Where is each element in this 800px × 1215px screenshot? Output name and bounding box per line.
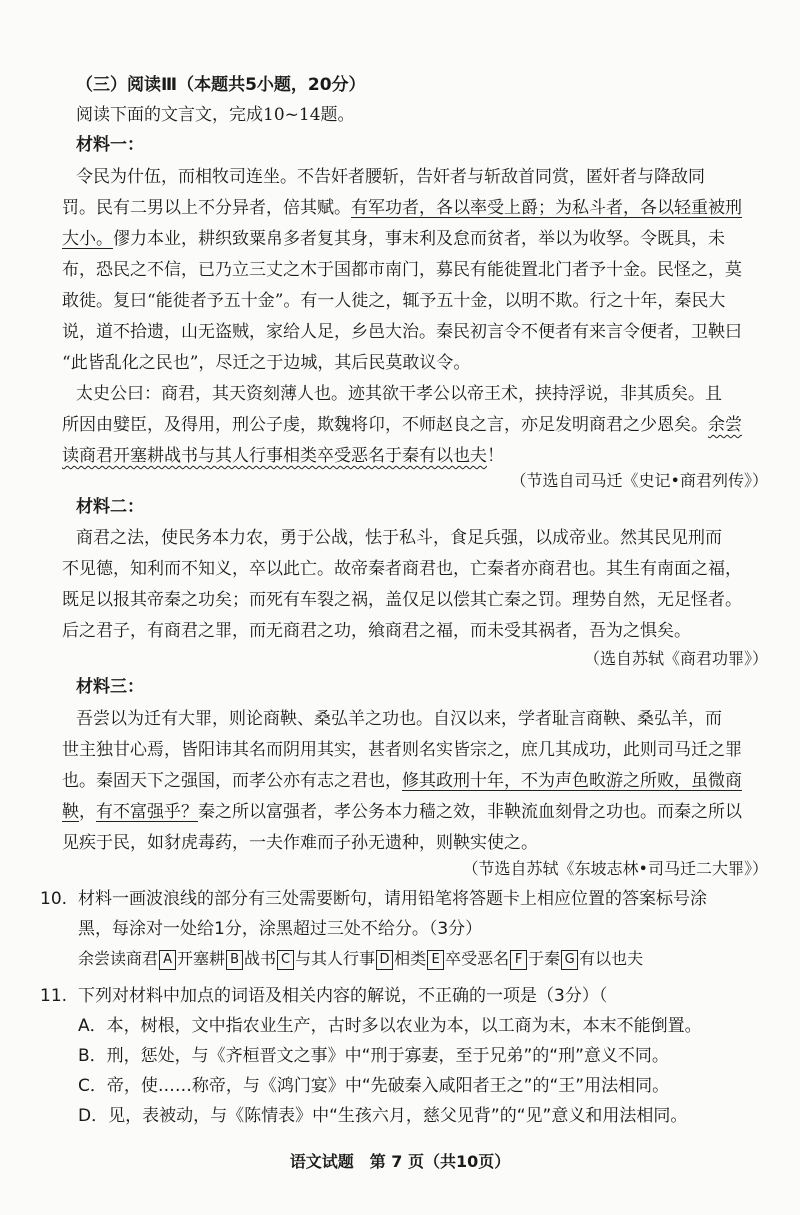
q10-seg-5: 相类 <box>394 949 427 968</box>
material-1-label: 材料一： <box>76 135 144 155</box>
m1-line-3-text: 僇力本业，耕织致粟帛多者复其身，事末利及怠而贫者，举以为收孥。令既具，未 <box>113 229 725 249</box>
m1-line-10-end: ！ <box>487 446 504 466</box>
m3-line-5: 见疾于民，如豺虎毒药，一夫作难而子孙无遗种，则鞅实使之。 <box>62 833 538 853</box>
m3-line-4 <box>62 801 742 823</box>
m1-line-6: 说，道不拾遗，山无盗贼，家给人足，乡邑大治。秦民初言令不便者有来言令便者，卫鞅曰 <box>62 322 742 342</box>
q10-answer-options <box>78 948 643 970</box>
answer-box-g[interactable]: G <box>561 950 578 970</box>
q10-seg-3: 战书 <box>244 949 277 968</box>
m1-line-2 <box>62 197 742 219</box>
q10-seg-2: 开塞耕 <box>177 949 226 968</box>
q11-option-c[interactable]: C．帝，使……称帝，与《鸿门宴》中“先破秦入咸阳者王之”的“王”用法相同。 <box>78 1076 670 1096</box>
m1-line-9-text: 所因由嬖臣，及得用，刑公子虔，欺魏将卬，不师赵良之言，亦足发明商君之少恩矣。 <box>62 415 708 435</box>
q10-seg-7: 于秦 <box>528 949 561 968</box>
answer-box-f[interactable]: F <box>510 950 527 970</box>
q10-seg-1: 余尝读商君 <box>78 949 159 968</box>
m1-line-9 <box>62 414 742 436</box>
q11-option-d[interactable]: D．见，表被动，与《陈情表》中“生孩六月，慈父见背”的“见”意义和用法相同。 <box>78 1106 688 1126</box>
m3-comma: ， <box>79 802 96 822</box>
m3-line-1: 吾尝以为迁有大罪，则论商鞅、桑弘羊之功也。自汉以来，学者耻言商鞅、桑弘羊，而 <box>76 709 722 729</box>
m1-underlined-2: 大小。 <box>62 229 113 249</box>
q11-option-b[interactable]: B．刑，惩处，与《齐桓晋文之事》中“刑于寡妻，至于兄弟”的“刑”意义不同。 <box>78 1046 669 1066</box>
m1-wavy-2: 读商君开塞耕战书与其人行事相类卒受恶名于秦有以也夫 <box>62 446 487 466</box>
m1-line-2-text: 罚。民有二男以上不分异者，倍其赋。 <box>62 198 351 218</box>
m1-line-8: 太史公曰：商君，其天资刻薄人也。迹其欲干孝公以帝王术，挟持浮说，非其质矣。且 <box>76 384 722 404</box>
m2-line-2: 不见德，知利而不知义，卒以此亡。故帝秦者商君也，亡秦者亦商君也。其生有南面之福， <box>62 559 742 579</box>
page-footer: 语文试题 第 7 页（共10页） <box>289 1152 511 1171</box>
m3-line-3-text: 也。秦固天下之强国，而孝公亦有志之君也， <box>62 771 402 791</box>
material-3-label: 材料三： <box>76 677 144 697</box>
m2-source: （选自苏轼《商君功罪》） <box>583 649 768 668</box>
m1-source: （节选自司马迁《史记•商君列传》） <box>510 471 768 490</box>
m3-underlined-3: 有不富强乎？ <box>96 802 198 822</box>
answer-box-d[interactable]: D <box>376 950 393 970</box>
m1-line-3 <box>62 228 725 250</box>
answer-box-a[interactable]: A <box>159 950 176 970</box>
q10-text-1: 材料一画波浪线的部分有三处需要断句，请用铅笔将答题卡上相应位置的答案标号涂 <box>78 889 707 909</box>
q11-number: 11. <box>40 986 68 1006</box>
q10-text-2: 黑，每涂对一处给1分，涂黑超过三处不给分。（3分） <box>78 919 483 939</box>
m2-line-4: 后之君子，有商君之罪，而无商君之功，飨商君之福，而未受其祸者，吾为之惧矣。 <box>62 621 691 641</box>
q11-option-a[interactable]: A．本，树根，文中指农业生产，古时多以农业为本，以工商为末，本末不能倒置。 <box>78 1016 702 1036</box>
m1-line-4: 布，恐民之不信，已乃立三丈之木于国都市南门，募民有能徙置北门者予十金。民怪之，莫 <box>62 260 742 280</box>
q10-seg-4: 与其人行事 <box>295 949 376 968</box>
answer-box-b[interactable]: B <box>226 950 243 970</box>
m3-underlined-2: 鞅 <box>62 802 79 822</box>
material-2-label: 材料二： <box>76 497 144 517</box>
m1-line-1: 令民为什伍，而相牧司连坐。不告奸者腰斩，告奸者与斩敌首同赏，匿奸者与降敌同 <box>76 167 705 187</box>
q10-seg-6: 卒受恶名 <box>445 949 510 968</box>
q11-stem: 下列对材料中加点的词语及相关内容的解说，不正确的一项是（3分）（ <box>78 986 608 1006</box>
q10-number: 10. <box>40 889 68 909</box>
m1-wavy-1: 余尝 <box>708 415 742 435</box>
answer-box-c[interactable]: C <box>277 950 294 970</box>
m1-line-7: “此皆乱化之民也”，尽迁之于边城，其后民莫敢议令。 <box>62 353 471 373</box>
m1-underlined-1: 有军功者，各以率受上爵；为私斗者，各以轻重被刑 <box>351 198 742 218</box>
section-title: （三）阅读Ⅲ（本题共5小题，20分） <box>76 75 366 95</box>
m3-source: （节选自苏轼《东坡志林•司马迁二大罪》） <box>462 859 768 878</box>
instruction: 阅读下面的文言文，完成10~14题。 <box>76 105 355 125</box>
m1-line-10 <box>62 445 504 467</box>
m3-line-3 <box>62 770 742 792</box>
m3-underlined-1: 修其政刑十年，不为声色畋游之所败，虽微商 <box>402 771 742 791</box>
m3-line-2: 世主独甘心焉，皆阳讳其名而阴用其实，甚者则名实皆宗之，庶几其成功，此则司马迁之罪 <box>62 740 742 760</box>
m2-line-3: 既足以报其帝秦之功矣；而死有车裂之祸，盖仅足以偿其亡秦之罚。理势自然，无足怪者。 <box>62 590 742 610</box>
q10-seg-8: 有以也夫 <box>579 949 644 968</box>
m2-line-1: 商君之法，使民务本力农，勇于公战，怯于私斗，食足兵强，以成帝业。然其民见刑而 <box>76 528 722 548</box>
m1-line-5: 敢徙。复曰“能徙者予五十金”。有一人徙之，辄予五十金，以明不欺。行之十年，秦民大 <box>62 291 726 311</box>
answer-box-e[interactable]: E <box>427 950 444 970</box>
m3-line-4-text: 秦之所以富强者，孝公务本力穑之效，非鞅流血刻骨之功也。而秦之所以 <box>198 802 742 822</box>
